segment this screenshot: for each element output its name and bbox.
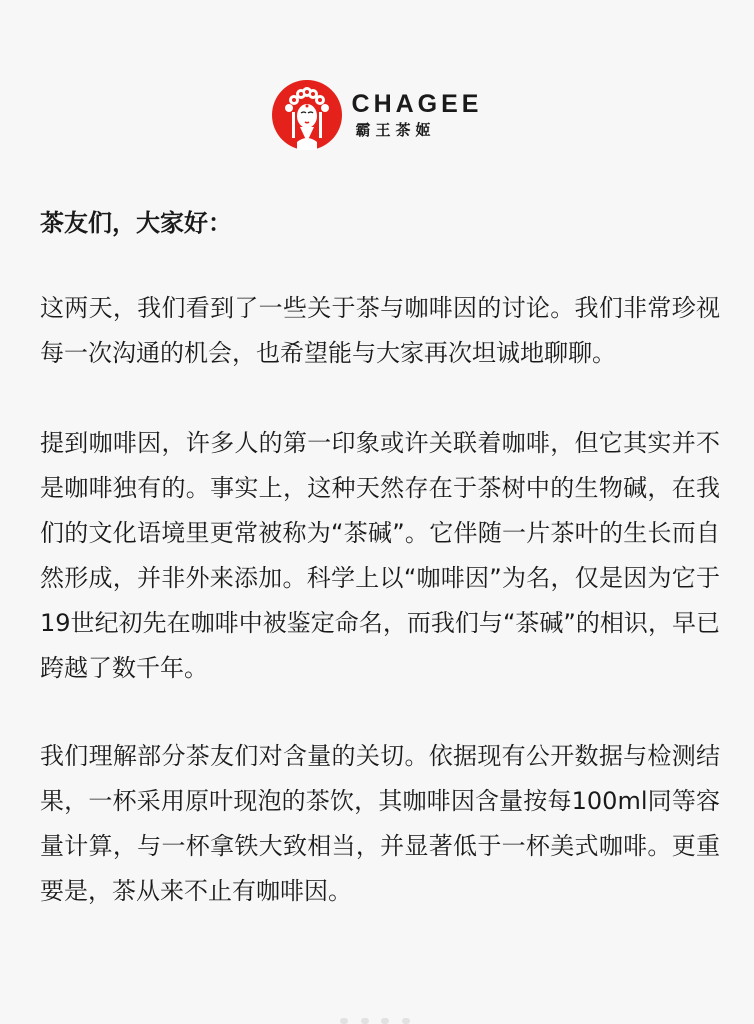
page-indicator-dot xyxy=(402,1018,410,1024)
letter-paragraph: 我们理解部分茶友们对含量的关切。依据现有公开数据与检测结果，一杯采用原叶现泡的茶饮，其咖啡因含量按每100ml同等容量计算，与一杯拿铁大致相当，并显著低于一杯美式咖啡。更重要是，茶从来不止有咖啡因。 xyxy=(40,742,720,905)
letter-greeting: 茶友们，大家好： xyxy=(40,209,232,237)
letter-paragraph: 提到咖啡因，许多人的第一印象或许关联着咖啡，但它其实并不是咖啡独有的。事实上，这种天然存在于茶树中的生物碱，在我们的文化语境里更常被称为“茶碱”。它伴随一片茶叶的生长而自然形成，并非外来添加。科学上以“咖啡因”为名，仅是因为它于19世纪初先在咖啡中被鉴定命名，而我们与“茶碱”的相识，早已跨越了数千年。 xyxy=(40,429,720,682)
opera-lady-emblem-icon xyxy=(272,80,342,150)
brand-name-english: CHAGEE xyxy=(351,90,483,118)
brand-text xyxy=(352,90,483,140)
page-indicator-dot xyxy=(381,1018,389,1024)
brand-logo xyxy=(272,80,483,150)
page-indicator-dot xyxy=(340,1018,348,1024)
letter-body xyxy=(40,201,720,914)
letter-paragraph: 这两天，我们看到了一些关于茶与咖啡因的讨论。我们非常珍视每一次沟通的机会，也希望能与大家再次坦诚地聊聊。 xyxy=(40,294,720,367)
brand-name-chinese: 霸王茶姬 xyxy=(355,121,436,139)
page-indicator-dot xyxy=(361,1018,369,1024)
brand-header xyxy=(0,80,754,150)
page-indicator xyxy=(340,1018,410,1024)
